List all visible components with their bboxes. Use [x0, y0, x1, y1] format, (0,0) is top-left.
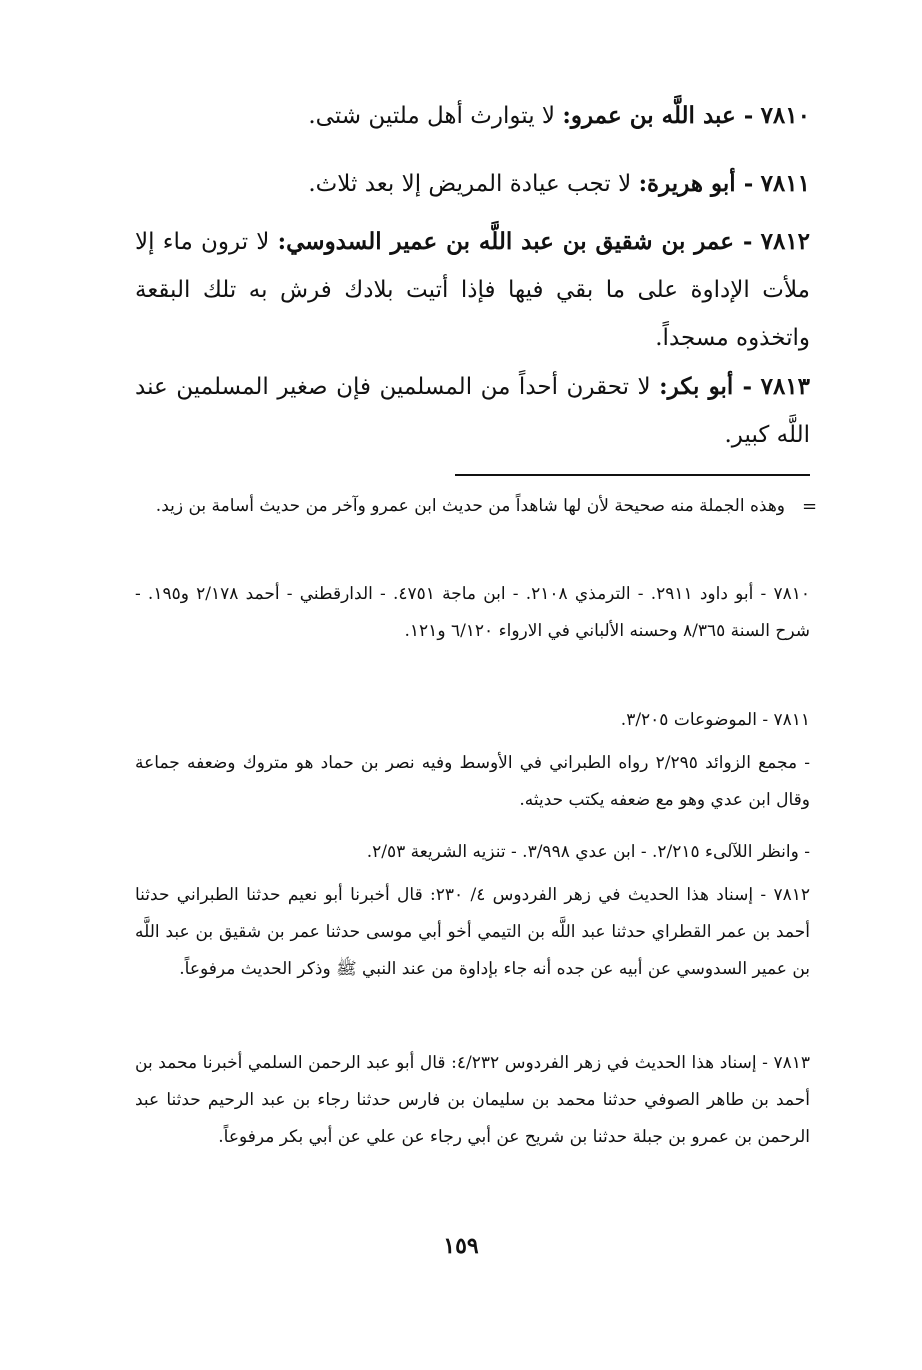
hadith-number: ٧٨١١	[760, 170, 810, 197]
footnote-continuation: وهذه الجملة منه صحيحة لأن لها شاهداً من حديث ابن عمرو وآخر من حديث أسامة بن زيد.	[155, 496, 785, 516]
hadith-narrator: - عبد اللَّه بن عمرو:	[562, 102, 754, 129]
hadith-number: ٧٨١٠	[760, 102, 810, 129]
hadith-text: لا تجب عيادة المريض إلا بعد ثلاث.	[308, 171, 632, 197]
hadith-text: لا تحقرن أحداً من المسلمين فإن صغير المسلمين عند اللَّه كبير.	[135, 374, 810, 448]
hadith-number: ٧٨١٢	[760, 228, 811, 255]
hadith-7812	[135, 218, 810, 362]
footnote-7811-mawduat: ٧٨١١ - الموضوعات ٣/٢٠٥.	[620, 710, 810, 730]
footnote-7813: ٧٨١٣ - إسناد هذا الحديث في زهر الفردوس ٤/٢٣٢: قال أبو عبد الرحمن السلمي أخبرنا محمد بن أحمد بن طاهر الصوفي حدثنا محمد بن سليمان بن فارس حدثنا رجاء بن عبد الرحيم حدثنا عبد الرحمن بن عمرو بن جبلة حدثنا بن شريح عن أبي رجاء عن علي عن أبي بكر مرفوعاً.	[135, 1053, 810, 1147]
narrator-name: أبو هريرة:	[638, 170, 736, 197]
hadith-narrator: - عمر بن شقيق بن عبد اللَّه بن عمير السدوسي:	[277, 228, 753, 255]
footnote-7810: ٧٨١٠ - أبو داود ٢٩١١. - الترمذي ٢١٠٨. - ابن ماجة ٤٧٥١. - الدارقطني - أحمد ٢/١٧٨ و١٩٥. - شرح السنة ٨/٣٦٥ وحسنه الألباني في الارواء ٦/١٢٠ و١٢١.	[135, 584, 810, 641]
hadith-narrator: - أبو بكر:	[659, 373, 753, 400]
narrator-name: عبد اللَّه بن عمرو:	[562, 102, 736, 129]
narrator-name: عمر بن شقيق بن عبد اللَّه بن عمير السدوسي:	[277, 228, 734, 255]
narrator-name: أبو بكر:	[659, 373, 734, 400]
hadith-text: لا ترون ماء إلا ملأت الإداوة على ما بقي فيها فإذا أتيت بلادك فرش به تلك البقعة واتخذوه مسجداً.	[135, 229, 810, 351]
hadith-text: لا يتوارث أهل ملتين شتى.	[308, 103, 556, 129]
page-number: ١٥٩	[443, 1233, 479, 1259]
hadith-7810	[135, 92, 810, 140]
hadith-number: ٧٨١٣	[760, 373, 811, 400]
footnote-divider	[455, 474, 810, 476]
hadith-7811	[135, 160, 810, 208]
footnote-7811-majma: - مجمع الزوائد ٢/٢٩٥ رواه الطبراني في الأوسط وفيه نصر بن حماد هو متروك وضعفه جماعة وقال ابن عدي وهو مع ضعفه يكتب حديثه.	[135, 753, 811, 810]
continuation-mark: =	[802, 496, 818, 517]
hadith-7813	[135, 363, 810, 459]
footnote-7811-laali: - وانظر اللآلىء ٢/٢١٥. - ابن عدي ٣/٩٩٨. - تنزيه الشريعة ٢/٥٣.	[366, 842, 810, 862]
hadith-narrator: - أبو هريرة:	[638, 170, 754, 197]
footnote-7812: ٧٨١٢ - إسناد هذا الحديث في زهر الفردوس ٤/ ٢٣٠: قال أخبرنا أبو نعيم حدثنا الطبراني حدثنا أحمد بن عمر القطراي حدثنا عبد اللَّه بن التيمي أخو أبي موسى حدثنا عمر بن شقيق بن عبد اللَّه بن عمير السدوسي عن أبيه عن جده أنه جاء بإداوة من عند النبي ﷺ وذكر الحديث مرفوعاً.	[135, 885, 811, 979]
